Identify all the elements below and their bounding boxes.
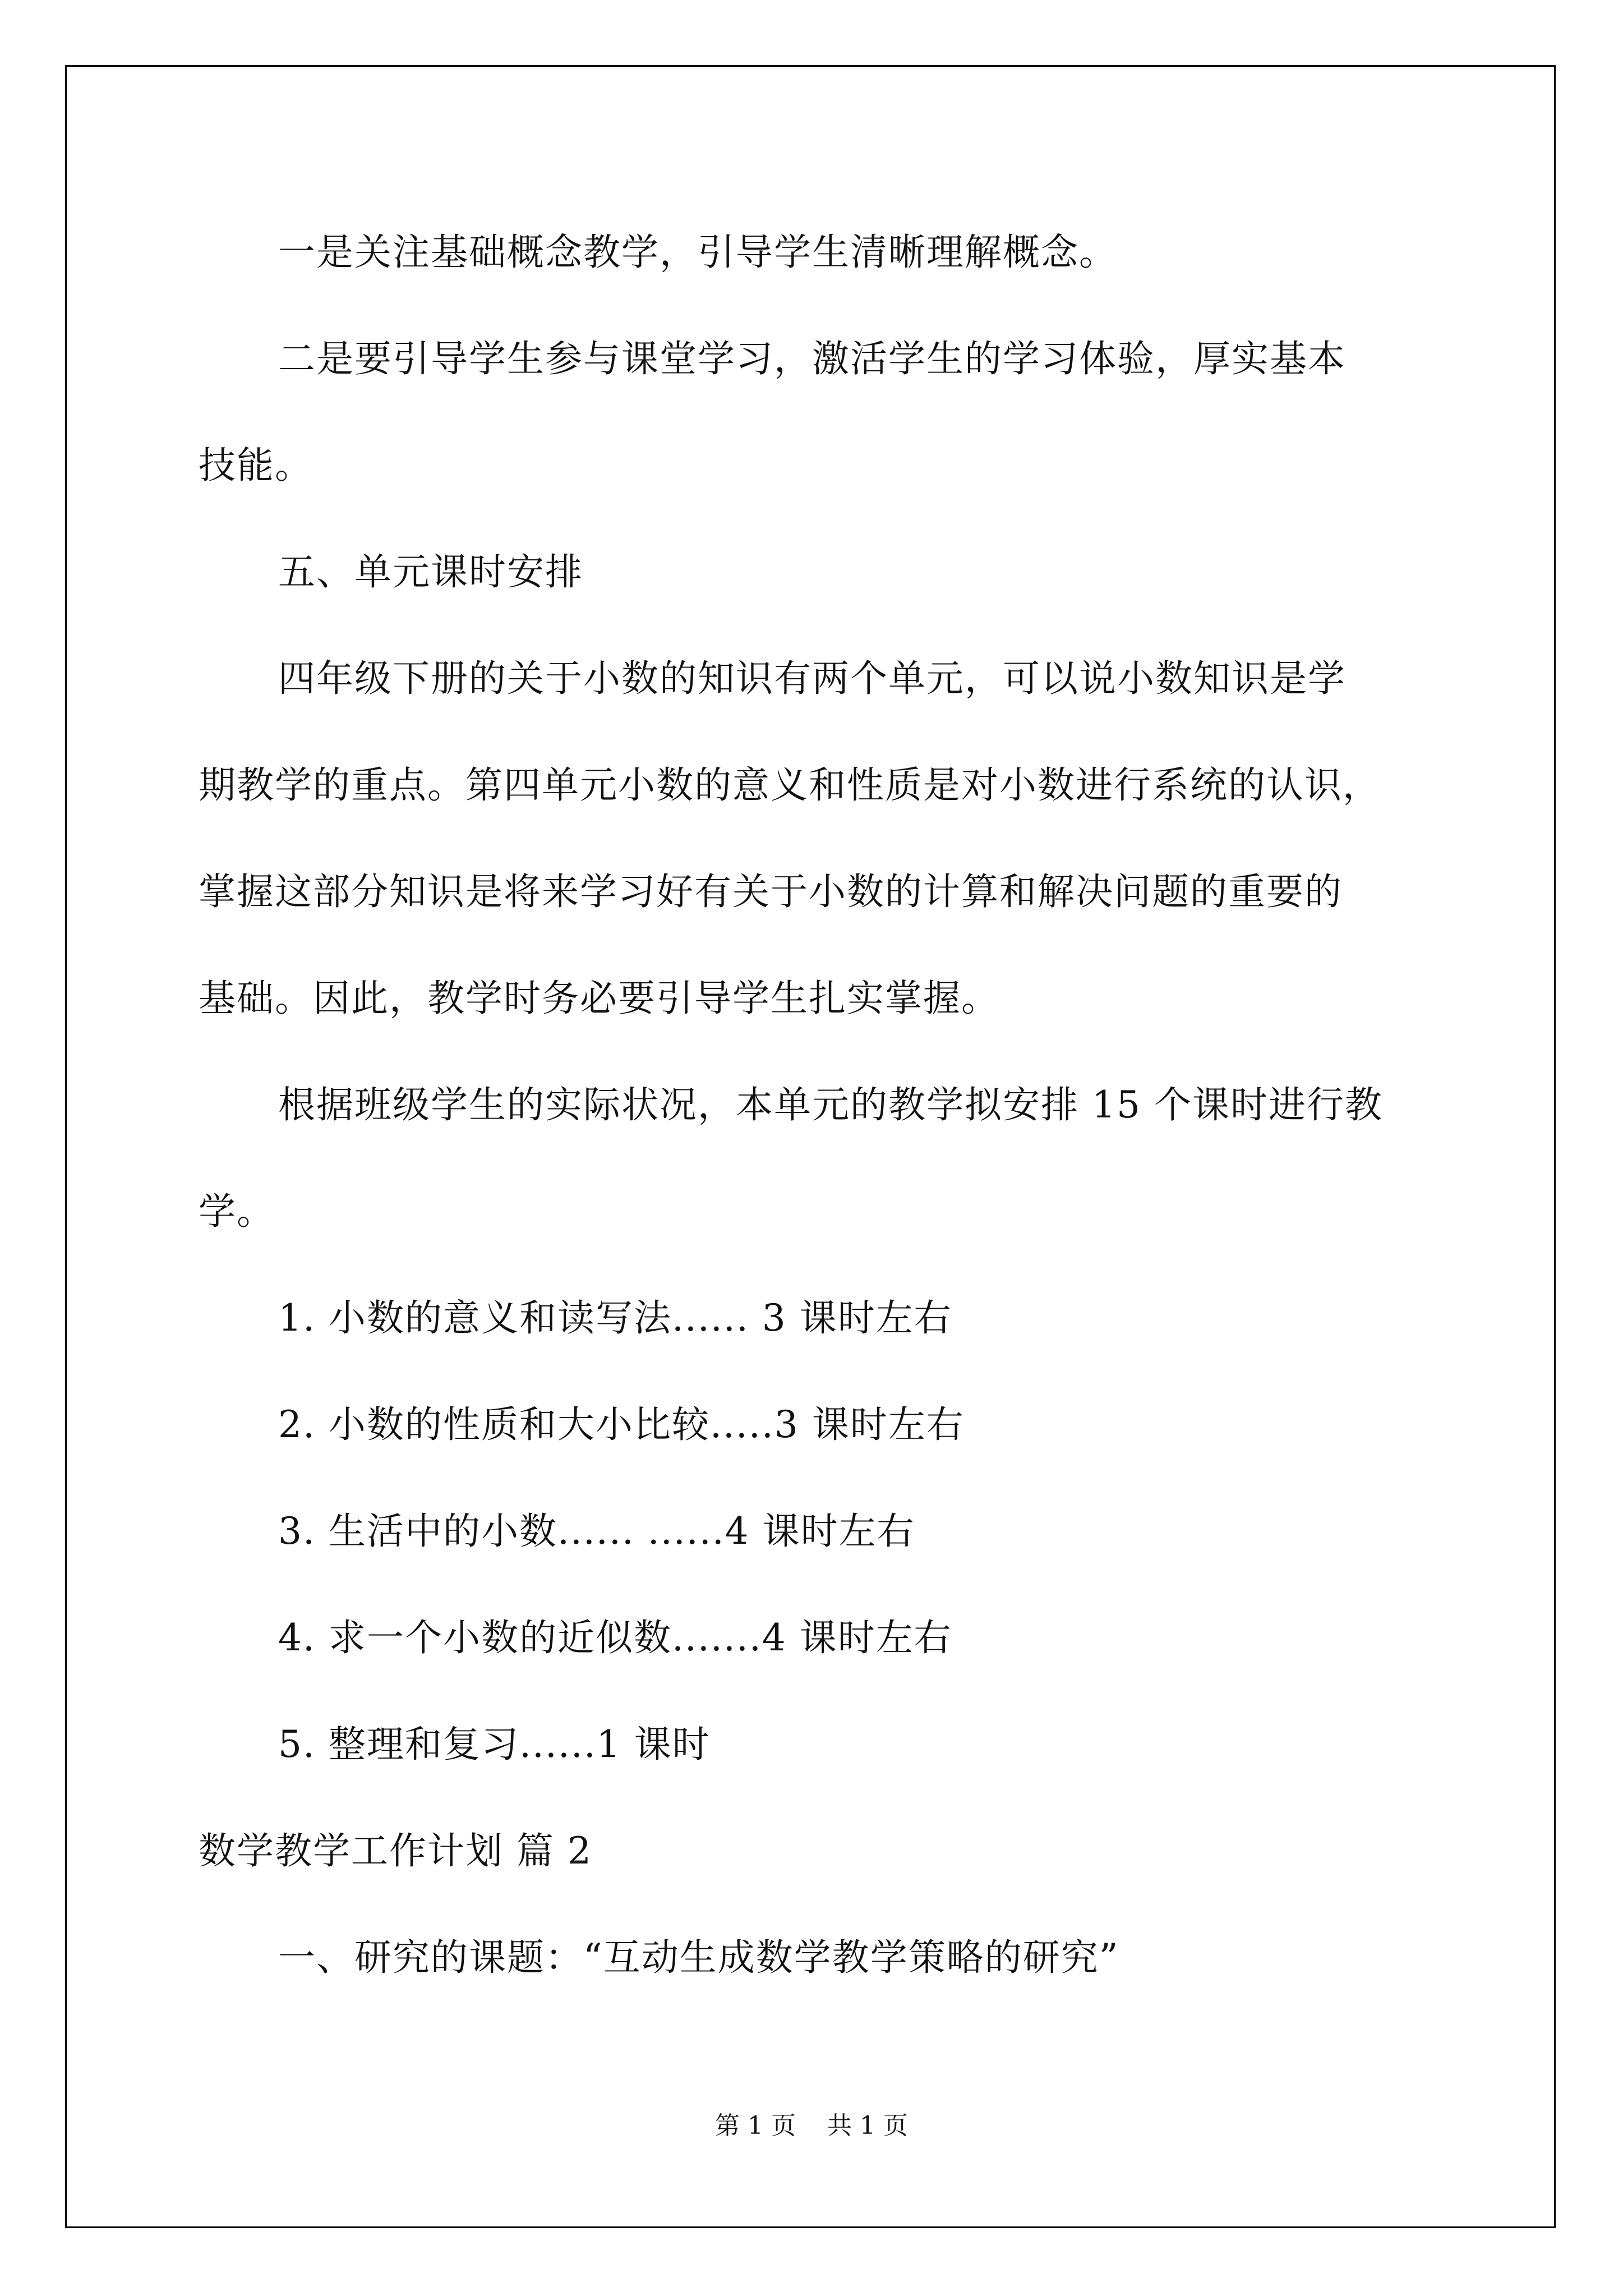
paragraph-line: 四年级下册的关于小数的知识有两个单元，可以说小数知识是学 <box>278 657 1346 700</box>
page-border <box>65 65 1556 2228</box>
article-title: 数学教学工作计划 篇 2 <box>199 1829 592 1872</box>
section-heading: 一、研究的课题：“互动生成数学教学策略的研究” <box>278 1936 1119 1979</box>
paragraph-line: 掌握这部分知识是将来学习好有关于小数的计算和解决问题的重要的 <box>199 870 1343 913</box>
list-item: 4. 求一个小数的近似数.......4 课时左右 <box>278 1616 952 1659</box>
paragraph-line: 一是关注基础概念教学，引导学生清晰理解概念。 <box>278 231 1117 274</box>
paragraph-line: 根据班级学生的实际状况，本单元的教学拟安排 15 个课时进行教 <box>278 1083 1383 1126</box>
paragraph-line: 技能。 <box>199 444 313 487</box>
section-heading: 五、单元课时安排 <box>278 550 583 593</box>
list-item: 5. 整理和复习......1 课时 <box>278 1723 711 1766</box>
list-item: 2. 小数的性质和大小比较.....3 课时左右 <box>278 1403 965 1446</box>
list-item: 3. 生活中的小数...... ......4 课时左右 <box>278 1510 915 1553</box>
paragraph-line: 基础。因此，教学时务必要引导学生扎实掌握。 <box>199 977 999 1020</box>
list-item: 1. 小数的意义和读写法...... 3 课时左右 <box>278 1296 952 1340</box>
page-footer: 第 1 页 共 1 页 <box>715 2111 908 2140</box>
paragraph-line: 期教学的重点。第四单元小数的意义和性质是对小数进行系统的认识， <box>199 763 1381 807</box>
paragraph-line: 学。 <box>199 1190 275 1233</box>
paragraph-line: 二是要引导学生参与课堂学习，激活学生的学习体验，厚实基本 <box>278 337 1346 380</box>
